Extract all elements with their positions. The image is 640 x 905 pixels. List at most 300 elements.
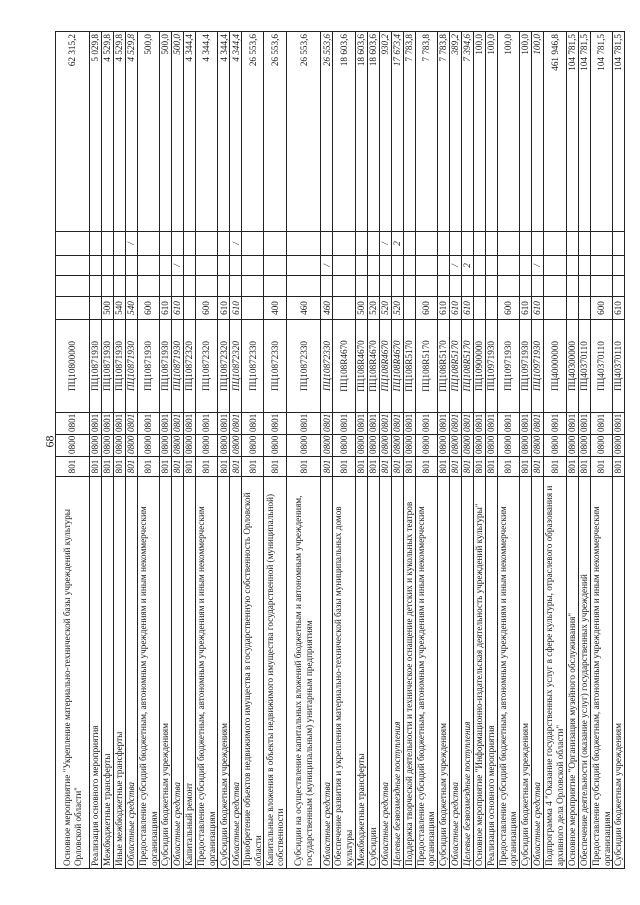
row-mark-3 [172, 232, 184, 256]
row-target-article: ПЦ10872320 [184, 320, 196, 413]
row-gr-code: 801 [415, 457, 437, 477]
row-section-code: 0800 [138, 435, 160, 457]
table-row [321, 32, 333, 869]
row-mark-1 [321, 276, 333, 297]
row-mark-1 [333, 276, 355, 297]
row-expense-type: 610 [461, 297, 473, 320]
table-row [114, 32, 126, 869]
row-mark-3: / [126, 232, 138, 256]
row-sum: 7 394,6 [461, 32, 473, 232]
row-name: Предоставление субсидий бюджетным, автономным учреждениям и иным некоммерческим организациям [138, 477, 160, 869]
row-name: Субсидии бюджетным учреждениям [218, 477, 230, 869]
row-mark-3 [543, 232, 566, 256]
row-name: Областные средства [172, 477, 184, 869]
row-name: Субсидии бюджетным учреждениям [160, 477, 172, 869]
row-expense-type: 460 [321, 297, 333, 320]
row-name: Обеспечение деятельности (оказание услуг) государственных учреждений [578, 477, 590, 869]
row-mark-1 [473, 276, 485, 297]
row-name: Предоставление субсидий бюджетным, автономным учреждениям и иным некоммерческим организациям [590, 477, 612, 869]
budget-table-container [55, 32, 624, 869]
row-target-article: ПЦ108R5170 [449, 320, 461, 413]
row-sum: 930,2 [379, 32, 391, 232]
row-subsection-code: 0801 [138, 413, 160, 435]
row-gr-code: 801 [391, 457, 403, 477]
table-row [566, 32, 578, 869]
row-subsection-code: 0801 [519, 413, 531, 435]
row-target-article: ПЦ108R5170 [437, 320, 449, 413]
row-sum: 461 946,8 [543, 32, 566, 232]
row-mark-2 [437, 256, 449, 276]
row-subsection-code: 0801 [613, 413, 625, 435]
row-mark-3 [90, 232, 102, 256]
row-section-code: 0800 [415, 435, 437, 457]
row-mark-3 [519, 232, 531, 256]
row-expense-type [403, 297, 415, 320]
row-subsection-code: 0801 [126, 413, 138, 435]
row-section-code: 0800 [543, 435, 566, 457]
row-mark-2: 2 [461, 256, 473, 276]
row-gr-code: 801 [138, 457, 160, 477]
row-mark-1 [196, 276, 218, 297]
row-expense-type: 460 [287, 297, 321, 320]
row-target-article: ПЦ108R4670 [333, 320, 355, 413]
row-sum: 18 603,6 [333, 32, 355, 232]
row-section-code: 0800 [391, 435, 403, 457]
row-expense-type: 600 [497, 297, 519, 320]
row-target-article: ПЦ10871930 [114, 320, 126, 413]
table-row [56, 32, 90, 869]
row-mark-1 [172, 276, 184, 297]
row-mark-1 [449, 276, 461, 297]
row-subsection-code: 0801 [437, 413, 449, 435]
row-expense-type: 610 [613, 297, 625, 320]
row-expense-type [56, 297, 90, 320]
row-sum: 4 529,8 [114, 32, 126, 232]
row-target-article: ПЦ40370110 [613, 320, 625, 413]
row-mark-1 [367, 276, 379, 297]
row-mark-3 [355, 232, 367, 256]
row-section-code: 0800 [590, 435, 612, 457]
row-mark-2: / [172, 256, 184, 276]
row-mark-2: / [321, 256, 333, 276]
row-mark-2 [218, 256, 230, 276]
row-subsection-code: 0801 [184, 413, 196, 435]
row-gr-code: 801 [355, 457, 367, 477]
row-expense-type [333, 297, 355, 320]
row-target-article: ПЦ10900000 [473, 320, 485, 413]
row-subsection-code: 0801 [578, 413, 590, 435]
table-row [287, 32, 321, 869]
row-target-article: ПЦ10871930 [126, 320, 138, 413]
row-expense-type: 500 [102, 297, 114, 320]
row-subsection-code: 0801 [485, 413, 497, 435]
table-row [333, 32, 355, 869]
row-subsection-code: 0801 [230, 413, 242, 435]
row-subsection-code: 0801 [287, 413, 321, 435]
row-gr-code: 801 [321, 457, 333, 477]
row-target-article: ПЦ10871930 [138, 320, 160, 413]
row-target-article: ПЦ10971930 [531, 320, 543, 413]
row-section-code: 0800 [531, 435, 543, 457]
row-mark-2 [230, 256, 242, 276]
row-mark-3 [461, 232, 473, 256]
row-mark-3 [578, 232, 590, 256]
row-name: Областные средства [126, 477, 138, 869]
row-expense-type [566, 297, 578, 320]
row-subsection-code: 0801 [531, 413, 543, 435]
row-target-article: ПЦ108R5170 [461, 320, 473, 413]
row-target-article: ПЦ10872330 [287, 320, 321, 413]
row-mark-2: / [531, 256, 543, 276]
table-row [355, 32, 367, 869]
row-mark-2 [519, 256, 531, 276]
row-section-code: 0800 [242, 435, 264, 457]
row-sum: 26 553,6 [242, 32, 264, 232]
row-subsection-code: 0801 [355, 413, 367, 435]
row-expense-type: 610 [437, 297, 449, 320]
row-sum: 4 344,4 [230, 32, 242, 232]
row-subsection-code: 0801 [403, 413, 415, 435]
row-expense-type: 610 [531, 297, 543, 320]
row-subsection-code: 0801 [321, 413, 333, 435]
row-target-article: ПЦ108R4670 [367, 320, 379, 413]
row-subsection-code: 0801 [160, 413, 172, 435]
row-gr-code: 801 [566, 457, 578, 477]
row-expense-type: 520 [367, 297, 379, 320]
row-gr-code: 801 [367, 457, 379, 477]
row-mark-3 [415, 232, 437, 256]
table-row [90, 32, 102, 869]
row-target-article: ПЦ10800000 [56, 320, 90, 413]
row-mark-1 [160, 276, 172, 297]
row-expense-type: 610 [218, 297, 230, 320]
row-mark-2 [485, 256, 497, 276]
row-subsection-code: 0801 [367, 413, 379, 435]
row-gr-code: 801 [172, 457, 184, 477]
row-expense-type: 520 [379, 297, 391, 320]
row-sum: 4 529,8 [102, 32, 114, 232]
row-mark-3 [367, 232, 379, 256]
row-mark-3 [590, 232, 612, 256]
row-target-article: ПЦ10871930 [102, 320, 114, 413]
row-expense-type: 600 [590, 297, 612, 320]
row-mark-1 [218, 276, 230, 297]
row-mark-3 [114, 232, 126, 256]
row-section-code: 0800 [367, 435, 379, 457]
row-name: Областные средства [230, 477, 242, 869]
row-expense-type: 520 [391, 297, 403, 320]
table-row [126, 32, 138, 869]
row-mark-1 [114, 276, 126, 297]
row-mark-3 [102, 232, 114, 256]
row-mark-1 [287, 276, 321, 297]
row-target-article: ПЦ10872330 [321, 320, 333, 413]
table-row [242, 32, 264, 869]
row-mark-1 [461, 276, 473, 297]
row-section-code: 0800 [379, 435, 391, 457]
row-mark-1 [230, 276, 242, 297]
row-section-code: 0800 [473, 435, 485, 457]
row-subsection-code: 0801 [102, 413, 114, 435]
row-sum: 18 603,6 [355, 32, 367, 232]
row-sum: 100,0 [497, 32, 519, 232]
row-mark-3 [321, 232, 333, 256]
row-target-article: ПЦ10872330 [242, 320, 264, 413]
row-name: Иные межбюджетные трансферты [114, 477, 126, 869]
row-expense-type: 610 [160, 297, 172, 320]
row-sum: 7 783,8 [437, 32, 449, 232]
row-name: Межбюджетные трансферты [102, 477, 114, 869]
table-row [473, 32, 485, 869]
row-mark-2 [287, 256, 321, 276]
row-subsection-code: 0801 [497, 413, 519, 435]
row-target-article: ПЦ108R4670 [391, 320, 403, 413]
row-expense-type: 400 [264, 297, 287, 320]
row-expense-type: 610 [449, 297, 461, 320]
row-target-article: ПЦ40370110 [578, 320, 590, 413]
table-row [138, 32, 160, 869]
table-body [56, 32, 625, 869]
row-name: Целевые безвозмездные поступления [461, 477, 473, 869]
row-mark-2 [56, 256, 90, 276]
row-mark-2 [160, 256, 172, 276]
row-mark-3 [566, 232, 578, 256]
row-mark-3 [497, 232, 519, 256]
row-subsection-code: 0801 [566, 413, 578, 435]
row-subsection-code: 0801 [391, 413, 403, 435]
row-section-code: 0800 [321, 435, 333, 457]
table-row [391, 32, 403, 869]
table-row [102, 32, 114, 869]
row-mark-1 [566, 276, 578, 297]
row-section-code: 0800 [287, 435, 321, 457]
row-mark-2 [379, 256, 391, 276]
table-row [184, 32, 196, 869]
row-target-article: ПЦ40300000 [566, 320, 578, 413]
table-row [519, 32, 531, 869]
row-name: Предоставление субсидий бюджетным, автономным учреждениям и иным некоммерческим организациям [415, 477, 437, 869]
row-section-code: 0800 [56, 435, 90, 457]
table-row [437, 32, 449, 869]
row-expense-type: 540 [114, 297, 126, 320]
row-expense-type: 600 [196, 297, 218, 320]
row-expense-type [473, 297, 485, 320]
table-row [264, 32, 287, 869]
row-mark-2 [367, 256, 379, 276]
page-number: 68 [42, 435, 57, 448]
row-name: Обеспечение развития и укрепления материально-технической базы муниципальных домов культуры [333, 477, 355, 869]
row-gr-code: 801 [160, 457, 172, 477]
row-target-article: ПЦ40000000 [543, 320, 566, 413]
budget-table [55, 31, 625, 869]
row-expense-type: 610 [519, 297, 531, 320]
row-mark-1 [391, 276, 403, 297]
row-subsection-code: 0801 [333, 413, 355, 435]
row-name: Областные средства [321, 477, 333, 869]
table-row [461, 32, 473, 869]
row-name: Межбюджетные трансферты [355, 477, 367, 869]
row-mark-2 [566, 256, 578, 276]
row-section-code: 0800 [172, 435, 184, 457]
row-section-code: 0800 [578, 435, 590, 457]
row-target-article: ПЦ108R5170 [415, 320, 437, 413]
table-row [543, 32, 566, 869]
row-mark-2 [355, 256, 367, 276]
row-expense-type: 500 [355, 297, 367, 320]
table-row [379, 32, 391, 869]
row-target-article: ПЦ40370110 [590, 320, 612, 413]
row-mark-3 [184, 232, 196, 256]
row-target-article: ПЦ10971930 [485, 320, 497, 413]
row-section-code: 0800 [355, 435, 367, 457]
row-mark-1 [264, 276, 287, 297]
row-section-code: 0800 [126, 435, 138, 457]
row-gr-code: 801 [56, 457, 90, 477]
row-mark-2: / [449, 256, 461, 276]
row-sum: 100,0 [485, 32, 497, 232]
row-mark-1 [242, 276, 264, 297]
table-row [160, 32, 172, 869]
row-subsection-code: 0801 [172, 413, 184, 435]
row-sum: 104 781,5 [590, 32, 612, 232]
row-sum: 26 553,6 [321, 32, 333, 232]
table-row [172, 32, 184, 869]
row-gr-code: 801 [461, 457, 473, 477]
row-expense-type: 600 [415, 297, 437, 320]
table-row [449, 32, 461, 869]
row-gr-code: 801 [287, 457, 321, 477]
row-mark-1 [403, 276, 415, 297]
row-mark-3 [196, 232, 218, 256]
row-gr-code: 801 [578, 457, 590, 477]
row-subsection-code: 0801 [590, 413, 612, 435]
row-gr-code: 801 [264, 457, 287, 477]
row-name: Приобретение объектов недвижимого имущества в государственную собственность Орловской области [242, 477, 264, 869]
row-mark-2 [264, 256, 287, 276]
row-section-code: 0800 [449, 435, 461, 457]
row-sum: 500,0 [172, 32, 184, 232]
row-target-article: ПЦ10872320 [196, 320, 218, 413]
row-expense-type: 540 [126, 297, 138, 320]
row-mark-1 [485, 276, 497, 297]
row-sum: 104 781,5 [613, 32, 625, 232]
row-section-code: 0800 [196, 435, 218, 457]
row-sum: 500,0 [160, 32, 172, 232]
row-mark-3 [613, 232, 625, 256]
row-mark-2 [114, 256, 126, 276]
row-section-code: 0800 [230, 435, 242, 457]
row-section-code: 0800 [485, 435, 497, 457]
row-gr-code: 801 [485, 457, 497, 477]
row-subsection-code: 0801 [242, 413, 264, 435]
row-mark-1 [355, 276, 367, 297]
row-sum: 7 783,8 [415, 32, 437, 232]
row-name: Основное мероприятие "Организация музейного обслуживания" [566, 477, 578, 869]
row-sum: 18 603,6 [367, 32, 379, 232]
row-sum: 389,2 [449, 32, 461, 232]
row-sum: 100,0 [519, 32, 531, 232]
row-expense-type [578, 297, 590, 320]
row-mark-2 [415, 256, 437, 276]
row-mark-2 [126, 256, 138, 276]
row-name: Поддержка творческой деятельности и техническое оснащение детских и кукольных театров [403, 477, 415, 869]
row-name: Основное мероприятие "Укрепление материально-технической базы учреждений культуры Орловской области" [56, 477, 90, 869]
row-mark-1 [531, 276, 543, 297]
row-subsection-code: 0801 [196, 413, 218, 435]
row-target-article: ПЦ10871930 [160, 320, 172, 413]
row-mark-2 [578, 256, 590, 276]
row-subsection-code: 0801 [56, 413, 90, 435]
row-mark-1 [437, 276, 449, 297]
row-gr-code: 801 [543, 457, 566, 477]
table-row [590, 32, 612, 869]
table-row [367, 32, 379, 869]
row-section-code: 0800 [218, 435, 230, 457]
row-gr-code: 801 [437, 457, 449, 477]
row-name: Подпрограмма 4 "Оказание государственных услуг в сфере культуры, отраслевого образования и архивного дела Орловской области" [543, 477, 566, 869]
row-expense-type [90, 297, 102, 320]
row-sum: 4 344,4 [184, 32, 196, 232]
row-section-code: 0800 [497, 435, 519, 457]
row-mark-2 [196, 256, 218, 276]
row-gr-code: 801 [519, 457, 531, 477]
row-sum: 500,0 [138, 32, 160, 232]
row-target-article: ПЦ10872320 [218, 320, 230, 413]
row-mark-1 [102, 276, 114, 297]
row-name: Реализация основного мероприятия [90, 477, 102, 869]
row-target-article: ПЦ10872320 [230, 320, 242, 413]
row-mark-3 [531, 232, 543, 256]
row-mark-3: 2 [391, 232, 403, 256]
row-name: Капитальный ремонт [184, 477, 196, 869]
row-subsection-code: 0801 [114, 413, 126, 435]
row-mark-3 [218, 232, 230, 256]
row-expense-type [485, 297, 497, 320]
row-section-code: 0800 [437, 435, 449, 457]
row-subsection-code: 0801 [90, 413, 102, 435]
table-row [230, 32, 242, 869]
row-expense-type: 610 [230, 297, 242, 320]
row-mark-1 [543, 276, 566, 297]
row-gr-code: 801 [590, 457, 612, 477]
row-gr-code: 801 [184, 457, 196, 477]
row-target-article: ПЦ10872330 [264, 320, 287, 413]
row-expense-type [543, 297, 566, 320]
row-name: Субсидии [367, 477, 379, 869]
row-name: Целевые безвозмездные поступления [391, 477, 403, 869]
row-mark-2 [102, 256, 114, 276]
row-mark-1 [497, 276, 519, 297]
row-sum: 17 673,4 [391, 32, 403, 232]
row-mark-3 [473, 232, 485, 256]
row-expense-type: 600 [138, 297, 160, 320]
row-expense-type [184, 297, 196, 320]
row-section-code: 0800 [90, 435, 102, 457]
row-mark-2 [391, 256, 403, 276]
row-mark-3 [437, 232, 449, 256]
row-sum: 62 315,2 [56, 32, 90, 232]
row-gr-code: 801 [379, 457, 391, 477]
table-row [196, 32, 218, 869]
row-mark-2 [138, 256, 160, 276]
row-section-code: 0800 [160, 435, 172, 457]
row-name: Субсидии бюджетным учреждениям [613, 477, 625, 869]
row-section-code: 0800 [519, 435, 531, 457]
row-mark-2 [90, 256, 102, 276]
row-mark-3 [287, 232, 321, 256]
row-gr-code: 801 [531, 457, 543, 477]
row-sum: 5 029,8 [90, 32, 102, 232]
